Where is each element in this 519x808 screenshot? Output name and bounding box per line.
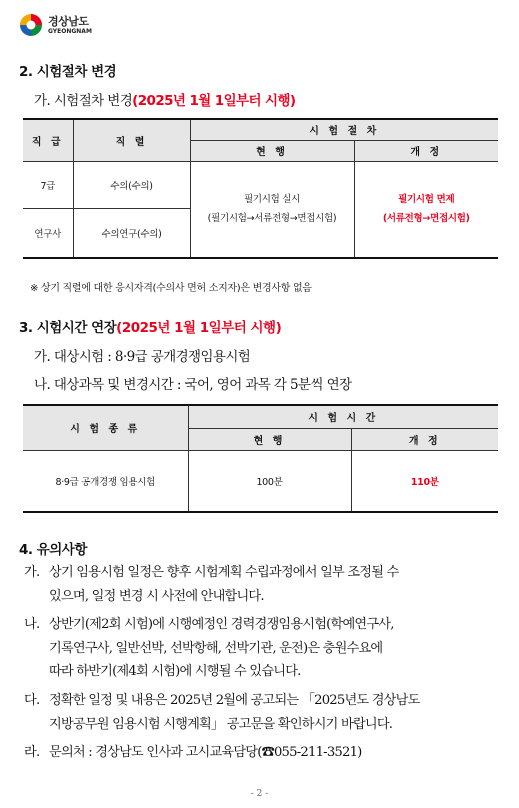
- header-current: 현 행: [190, 140, 354, 161]
- section3-title: [19, 316, 281, 336]
- notice-item: [24, 561, 504, 608]
- table-cell-grade: 7급: [23, 161, 73, 208]
- section3-item-na: 나. 대상과목 및 변경시간 : 국어, 영어 과목 각 5분씩 연장: [34, 377, 352, 393]
- table-cell-exam-type: 8·9급 공개경쟁 임용시험: [23, 450, 188, 512]
- notice-item-line: 상기 임용시험 일정은 향후 시험계획 수립과정에서 일부 조정될 수: [49, 565, 399, 580]
- header-procedure: 시 험 절 차: [190, 119, 498, 140]
- section2-title: 2. 시험절차 변경: [19, 64, 117, 80]
- section2-note: ※ 상기 직렬에 대한 응시자격(수의사 면허 소지자)은 변경사항 없음: [30, 283, 312, 294]
- header-current: 현 행: [188, 428, 351, 450]
- notice-item-marker: 가.: [24, 565, 40, 580]
- table-cell-revised-time: 110분: [351, 450, 498, 512]
- table-cell-current-procedure: [190, 161, 354, 258]
- logo-name-en: GYEONGNAM: [48, 27, 92, 35]
- table-cell-series: 수의(수의): [73, 161, 190, 208]
- section3-item-ga: 가. 대상시험 : 8·9급 공개경쟁임용시험: [34, 349, 251, 365]
- notice-item-marker: 다.: [24, 693, 40, 708]
- header-grade: 직 급: [23, 119, 73, 161]
- table-cell-grade: 연구사: [23, 208, 73, 258]
- section2-item-ga: [34, 89, 295, 109]
- header-exam-time: 시 험 시 간: [188, 405, 498, 428]
- logo-name-ko: 경상남도: [48, 14, 89, 28]
- notice-item-marker: 나.: [24, 617, 40, 632]
- header-revised: 개 정: [351, 428, 498, 450]
- notice-item-line: 따라 하반기(제4회 시험)에 시행될 수 있습니다.: [49, 664, 301, 679]
- notice-item-line: 지방공무원 임용시험 시행계획」 공고문을 확인하시기 바랍니다.: [49, 716, 393, 732]
- section4-title: 4. 유의사항: [19, 542, 87, 558]
- table-cell-series: 수의연구(수의): [73, 208, 190, 258]
- current-procedure-line2: (필기시험→서류전형→면접시험): [207, 213, 337, 225]
- table-cell-current-time: 100분: [188, 450, 351, 512]
- notice-item-line: 정확한 일정 및 내용은 2025년 2월에 공고되는 「2025년도 경상남도: [49, 693, 420, 708]
- section3-title-date: (2025년 1월 1일부터 시행): [116, 320, 282, 336]
- table-cell-revised-procedure: [354, 161, 498, 258]
- notice-item: [24, 613, 504, 684]
- notice-item-line: 문의처 : 경상남도 인사과 고시교육담당(☎055-211-3521): [49, 745, 362, 760]
- gyeongnam-logo: [18, 12, 92, 38]
- notice-item-line: 상반기(제2회 시험)에 시행예정인 경력경쟁임용시험(학예연구사,: [49, 617, 394, 632]
- header-revised: 개 정: [354, 140, 498, 161]
- exam-time-table: [23, 404, 498, 513]
- section2-item-ga-date: (2025년 1월 1일부터 시행): [132, 93, 296, 109]
- notice-item-line: 있으며, 일정 변경 시 사전에 안내합니다.: [49, 588, 264, 604]
- page-number: - 2 -: [250, 789, 269, 799]
- current-procedure-line1: 필기시험 실시: [244, 194, 300, 206]
- procedure-table: [23, 118, 498, 259]
- notice-item: [24, 689, 504, 736]
- section2-item-ga-text: 가. 시험절차 변경: [34, 93, 133, 109]
- revised-procedure-line1: 필기시험 면제: [398, 194, 455, 206]
- header-exam-type: 시 험 종 류: [23, 405, 188, 450]
- notice-item-line: 기록연구사, 일반선박, 선박항해, 선박기관, 운전)은 충원수요에: [49, 640, 383, 656]
- header-series: 직 렬: [73, 119, 190, 161]
- notice-item: [24, 741, 504, 765]
- section3-title-text: 3. 시험시간 연장: [19, 320, 117, 336]
- gyeongnam-emblem-icon: [18, 12, 44, 38]
- revised-procedure-line2: (서류전형→면접시험): [382, 213, 470, 225]
- notice-item-marker: 라.: [24, 745, 40, 760]
